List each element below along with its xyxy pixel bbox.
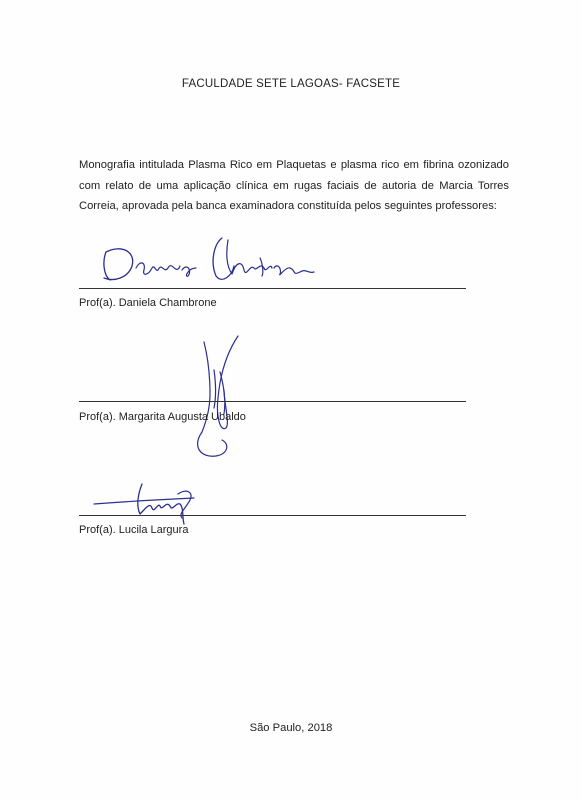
signature-margarita-augusta-ubaldo [180,332,260,464]
examiner-name: Prof(a). Daniela Chambrone [79,297,217,309]
signature-line [79,401,466,402]
footer-place-date: São Paulo, 2018 [249,722,333,734]
signature-line [79,288,466,289]
examiner-name: Prof(a). Lucila Largura [79,524,189,536]
signature-daniela-chambrone [92,232,332,292]
approval-statement: Monografia intitulada Plasma Rico em Plaquetas e plasma rico em fibrina ozonizado com relato de uma aplicação clínica em rugas faciais de autoria de Marcia Torres Correia, aprovada pela banca examinadora constituída pelos seguintes professores: [79,159,509,212]
examiner-name: Prof(a). Margarita Augusta Ubaldo [79,411,246,423]
signature-line [79,515,466,516]
institution-header: FACULDADE SETE LAGOAS- FACSETE [181,78,401,90]
